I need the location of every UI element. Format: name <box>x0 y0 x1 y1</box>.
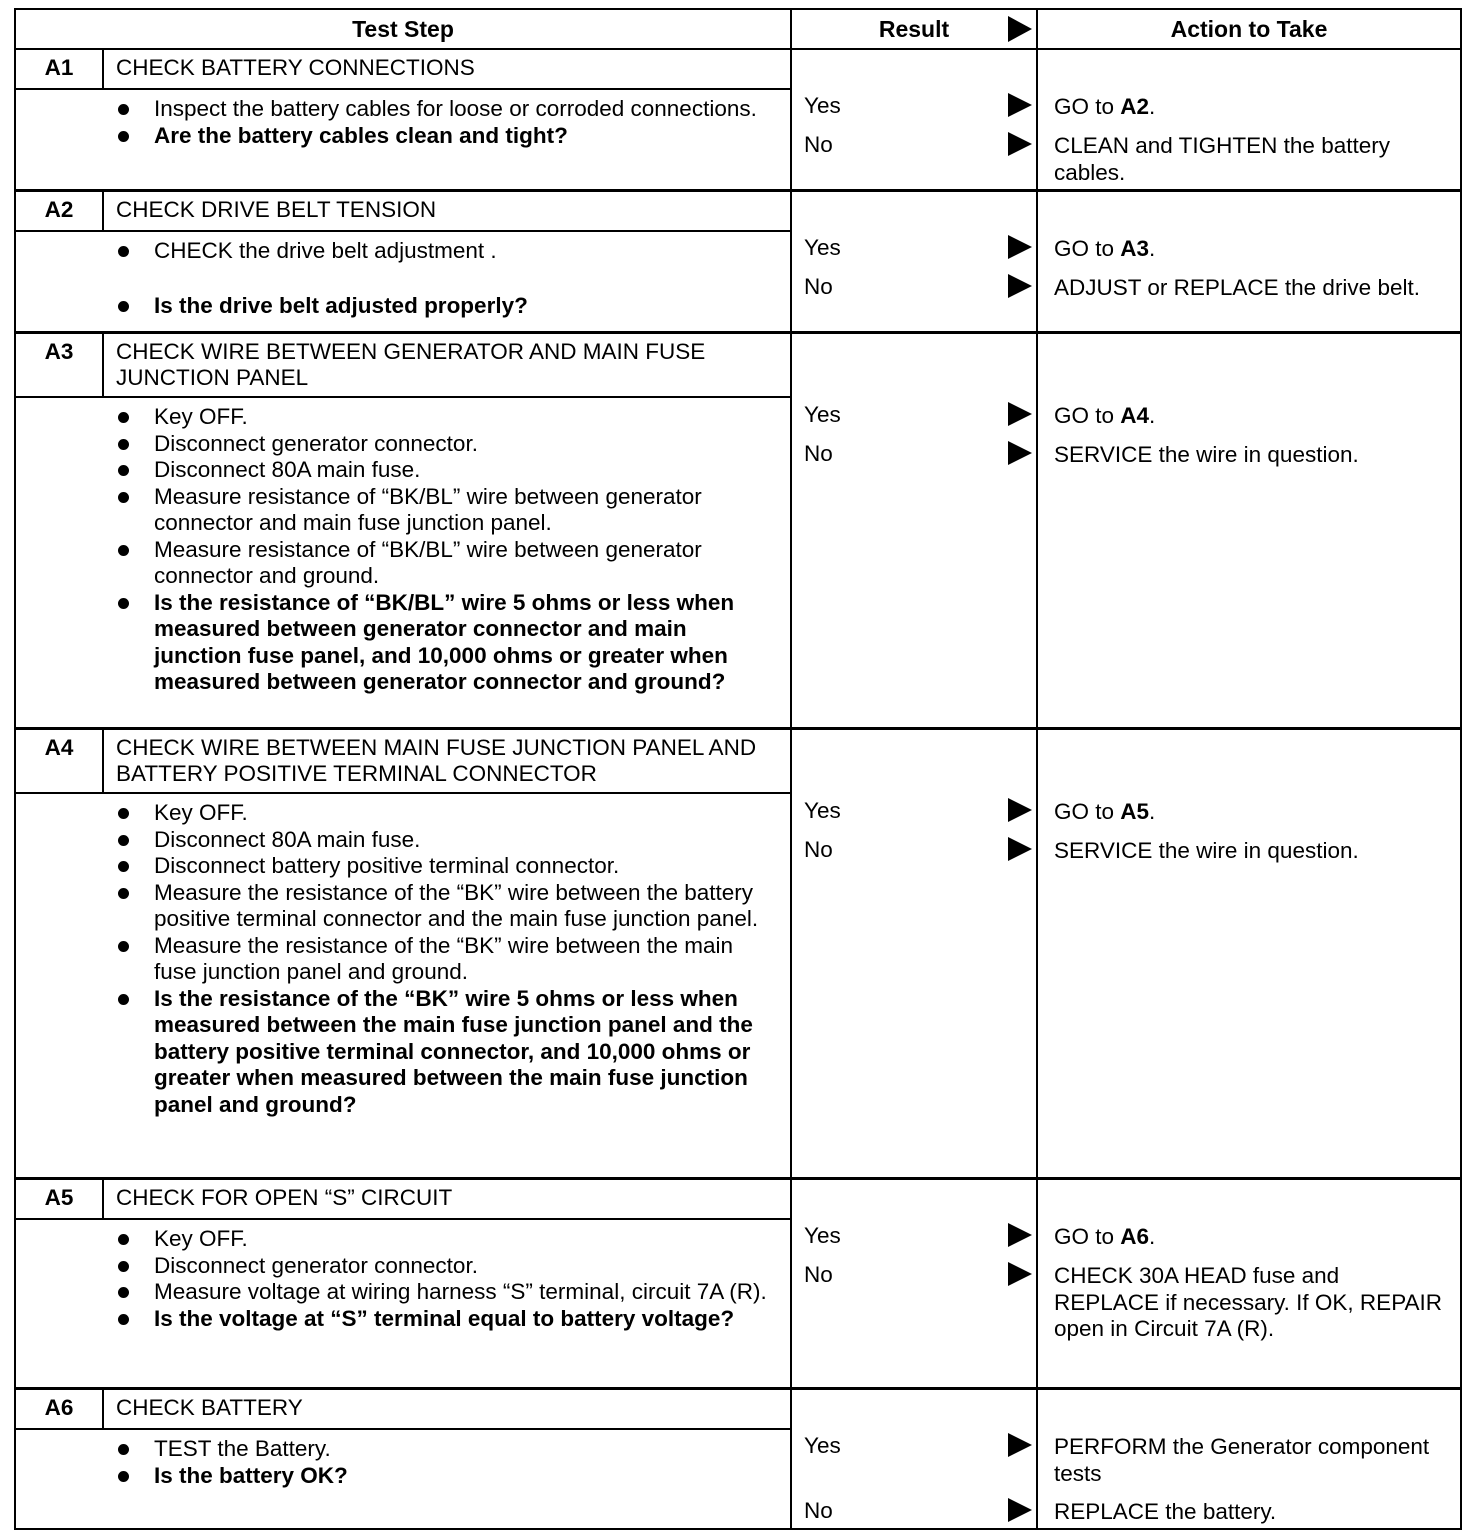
yes-action-ref: A4 <box>1120 403 1150 428</box>
step-bullet: Disconnect 80A main fuse. <box>112 457 780 484</box>
arrow-right-icon <box>1008 402 1032 426</box>
result-a6 <box>792 1390 1038 1528</box>
result-a3 <box>792 334 1038 730</box>
step-bullet: Key OFF. <box>112 800 780 827</box>
step-title: CHECK BATTERY CONNECTIONS <box>116 55 475 80</box>
arrow-right-icon <box>1008 16 1032 42</box>
yes-action-text: GO to <box>1054 799 1121 824</box>
step-id: A1 <box>16 50 104 88</box>
no-label: No <box>804 1498 833 1523</box>
step-a4 <box>16 730 792 1180</box>
arrow-right-icon <box>1008 837 1032 861</box>
yes-action-text: PERFORM the Generator component tests <box>1054 1434 1430 1486</box>
yes-label: Yes <box>804 93 841 118</box>
step-bullet: Key OFF. <box>112 404 780 431</box>
action-a2 <box>1038 192 1460 334</box>
arrow-right-icon <box>1008 93 1032 117</box>
no-label: No <box>804 132 833 157</box>
yes-label: Yes <box>804 402 841 427</box>
header-action-label: Action to Take <box>1170 15 1328 42</box>
step-id: A3 <box>16 334 104 397</box>
yes-action-suffix: . <box>1149 1224 1156 1249</box>
yes-action-suffix: . <box>1149 403 1156 428</box>
step-title: CHECK FOR OPEN “S” CIRCUIT <box>116 1185 453 1210</box>
step-bullet: Inspect the battery cables for loose or corroded connections. <box>112 96 780 123</box>
step-question: Are the battery cables clean and tight? <box>112 123 780 150</box>
no-label: No <box>804 441 833 466</box>
action-a6 <box>1038 1390 1460 1528</box>
step-a5 <box>16 1180 792 1390</box>
yes-action-text: GO to <box>1054 1224 1121 1249</box>
yes-action-text: GO to <box>1054 403 1121 428</box>
step-bullet: Disconnect 80A main fuse. <box>112 827 780 854</box>
yes-label: Yes <box>804 235 841 260</box>
header-test-step <box>16 10 792 50</box>
arrow-right-icon <box>1008 441 1032 465</box>
yes-action-ref: A2 <box>1120 94 1150 119</box>
step-question: Is the resistance of “BK/BL” wire 5 ohms or less when measured between generator connector and main junction fuse panel, and 10,000 ohms or greater when measured between generator connector and ground? <box>112 590 780 696</box>
action-a4 <box>1038 730 1460 1180</box>
step-question: Is the resistance of the “BK” wire 5 ohms or less when measured between the main fuse junction panel and the battery positive terminal connector, and 10,000 ohms or greater when measured between the main fuse junction panel and ground? <box>112 986 780 1119</box>
step-title: CHECK WIRE BETWEEN GENERATOR AND MAIN FUSE JUNCTION PANEL <box>116 339 706 390</box>
test-step-table <box>14 8 1462 1530</box>
action-a3 <box>1038 334 1460 730</box>
step-id: A5 <box>16 1180 104 1218</box>
step-bullet: Measure resistance of “BK/BL” wire between generator connector and main fuse junction panel. <box>112 484 780 537</box>
no-action-text: CLEAN and TIGHTEN the battery cables. <box>1054 133 1390 185</box>
step-bullet: Measure voltage at wiring harness “S” terminal, circuit 7A (R). <box>112 1279 780 1306</box>
arrow-right-icon <box>1008 274 1032 298</box>
arrow-right-icon <box>1008 1262 1032 1286</box>
step-a3 <box>16 334 792 730</box>
yes-action-ref: A6 <box>1120 1224 1150 1249</box>
header-action <box>1038 10 1460 50</box>
step-bullet: Key OFF. <box>112 1226 780 1253</box>
yes-action-text: GO to <box>1054 236 1121 261</box>
yes-action-ref: A5 <box>1120 799 1150 824</box>
arrow-right-icon <box>1008 798 1032 822</box>
step-bullet: Disconnect battery positive terminal connector. <box>112 853 780 880</box>
action-a1 <box>1038 50 1460 192</box>
step-question: Is the voltage at “S” terminal equal to battery voltage? <box>112 1306 780 1333</box>
no-action-text: CHECK 30A HEAD fuse and REPLACE if necessary. If OK, REPAIR open in Circuit 7A (R). <box>1054 1263 1443 1341</box>
arrow-right-icon <box>1008 132 1032 156</box>
action-a5 <box>1038 1180 1460 1390</box>
step-id: A6 <box>16 1390 104 1428</box>
step-bullet: Disconnect generator connector. <box>112 1253 780 1280</box>
yes-action-ref: A3 <box>1120 236 1150 261</box>
no-action-text: ADJUST or REPLACE the drive belt. <box>1054 275 1420 300</box>
arrow-right-icon <box>1008 1433 1032 1457</box>
step-title: CHECK WIRE BETWEEN MAIN FUSE JUNCTION PANEL AND BATTERY POSITIVE TERMINAL CONNECTOR <box>116 735 757 786</box>
yes-label: Yes <box>804 1433 841 1458</box>
step-id: A2 <box>16 192 104 230</box>
yes-action-text: GO to <box>1054 94 1121 119</box>
result-a4 <box>792 730 1038 1180</box>
step-bullet: Disconnect generator connector. <box>112 431 780 458</box>
yes-action-suffix: . <box>1149 236 1156 261</box>
step-a2 <box>16 192 792 334</box>
step-a1 <box>16 50 792 192</box>
arrow-right-icon <box>1008 235 1032 259</box>
step-question: Is the drive belt adjusted properly? <box>112 293 780 320</box>
result-a2 <box>792 192 1038 334</box>
yes-label: Yes <box>804 1223 841 1248</box>
step-bullet: Measure the resistance of the “BK” wire between the main fuse junction panel and ground. <box>112 933 780 986</box>
result-a5 <box>792 1180 1038 1390</box>
no-label: No <box>804 274 833 299</box>
step-id: A4 <box>16 730 104 793</box>
step-bullet: CHECK the drive belt adjustment . <box>112 238 780 265</box>
arrow-right-icon <box>1008 1223 1032 1247</box>
no-action-text: REPLACE the battery. <box>1054 1499 1277 1524</box>
step-bullet: Measure resistance of “BK/BL” wire between generator connector and ground. <box>112 537 780 590</box>
step-bullet: TEST the Battery. <box>112 1436 780 1463</box>
header-result-label: Result <box>878 15 950 42</box>
step-question: Is the battery OK? <box>112 1463 780 1490</box>
arrow-right-icon <box>1008 1498 1032 1522</box>
yes-label: Yes <box>804 798 841 823</box>
no-action-text: SERVICE the wire in question. <box>1054 442 1359 467</box>
result-a1 <box>792 50 1038 192</box>
header-test-step-label: Test Step <box>352 15 454 42</box>
yes-action-suffix: . <box>1149 799 1156 824</box>
step-title: CHECK DRIVE BELT TENSION <box>116 197 437 222</box>
step-title: CHECK BATTERY <box>116 1395 303 1420</box>
header-result <box>792 10 1038 50</box>
yes-action-suffix: . <box>1149 94 1156 119</box>
step-bullet: Measure the resistance of the “BK” wire between the battery positive terminal connector and the main fuse junction panel. <box>112 880 780 933</box>
no-label: No <box>804 837 833 862</box>
no-label: No <box>804 1262 833 1287</box>
no-action-text: SERVICE the wire in question. <box>1054 838 1359 863</box>
step-a6 <box>16 1390 792 1528</box>
